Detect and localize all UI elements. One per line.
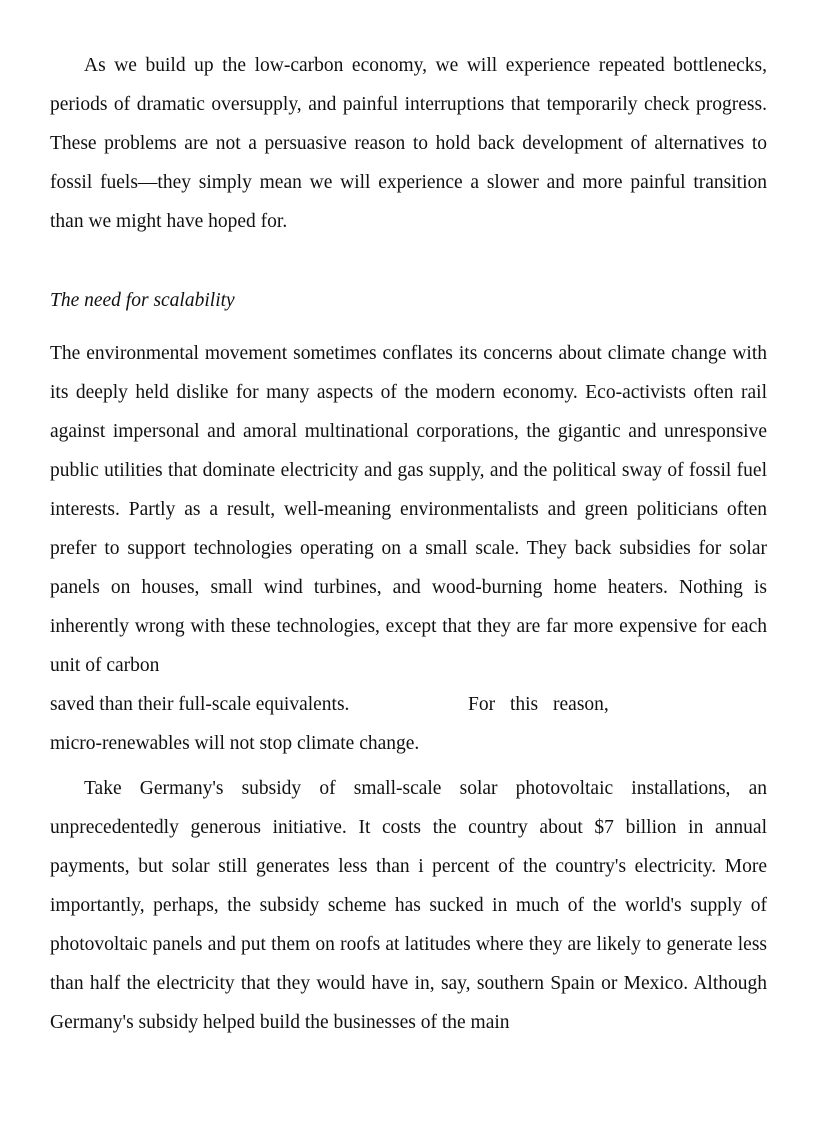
paragraph-intro: As we build up the low-carbon economy, we will experience repeated bottlenecks, periods of dramatic oversupply, and painful interruptions that temporarily check progress. These problems are not a persuasive reason to hold back development of alternatives to fossil fuels—they simply mean we will experience a slower and more painful transition than we might have hoped for.: [50, 55, 767, 232]
split-line-right: For this reason,: [468, 694, 609, 715]
document-page: [50, 46, 767, 1042]
spacer: [50, 320, 767, 334]
section-heading: The need for scalability: [50, 290, 235, 311]
spacer: [50, 241, 767, 281]
paragraph-scalability-last: micro-renewables will not stop climate change.: [50, 733, 420, 754]
paragraph-scalability: [50, 334, 767, 763]
paragraph-scalability-split-line: [50, 685, 767, 724]
paragraph-scalability-main: The environmental movement sometimes conflates its concerns about climate change with its deeply held dislike for many aspects of the modern economy. Eco-activists often rail against impersonal and amoral multinational corporations, the gigantic and unresponsive public utilities that dominate electricity and gas supply, and the political sway of fossil fuel interests. Partly as a result, well-meaning environmentalists and green politicians often prefer to support technologies operating on a small scale. They back subsidies for solar panels on houses, small wind turbines, and wood-burning home heaters. Nothing is inherently wrong with these technologies, except that they are far more expensive for each unit of carbon: [50, 343, 767, 676]
paragraph-germany: Take Germany's subsidy of small-scale solar photovoltaic installations, an unprecedentedly generous initiative. It costs the country about $7 billion in annual payments, but solar still generates less than i percent of the country's electricity. More importantly, perhaps, the subsidy scheme has sucked in much of the world's supply of photovoltaic panels and put them on roofs at latitudes where they are likely to generate less than half the electricity that they would have in, say, southern Spain or Mexico. Although Germany's subsidy helped build the businesses of the main: [50, 778, 767, 1033]
split-line-left: saved than their full-scale equivalents.: [50, 694, 350, 715]
